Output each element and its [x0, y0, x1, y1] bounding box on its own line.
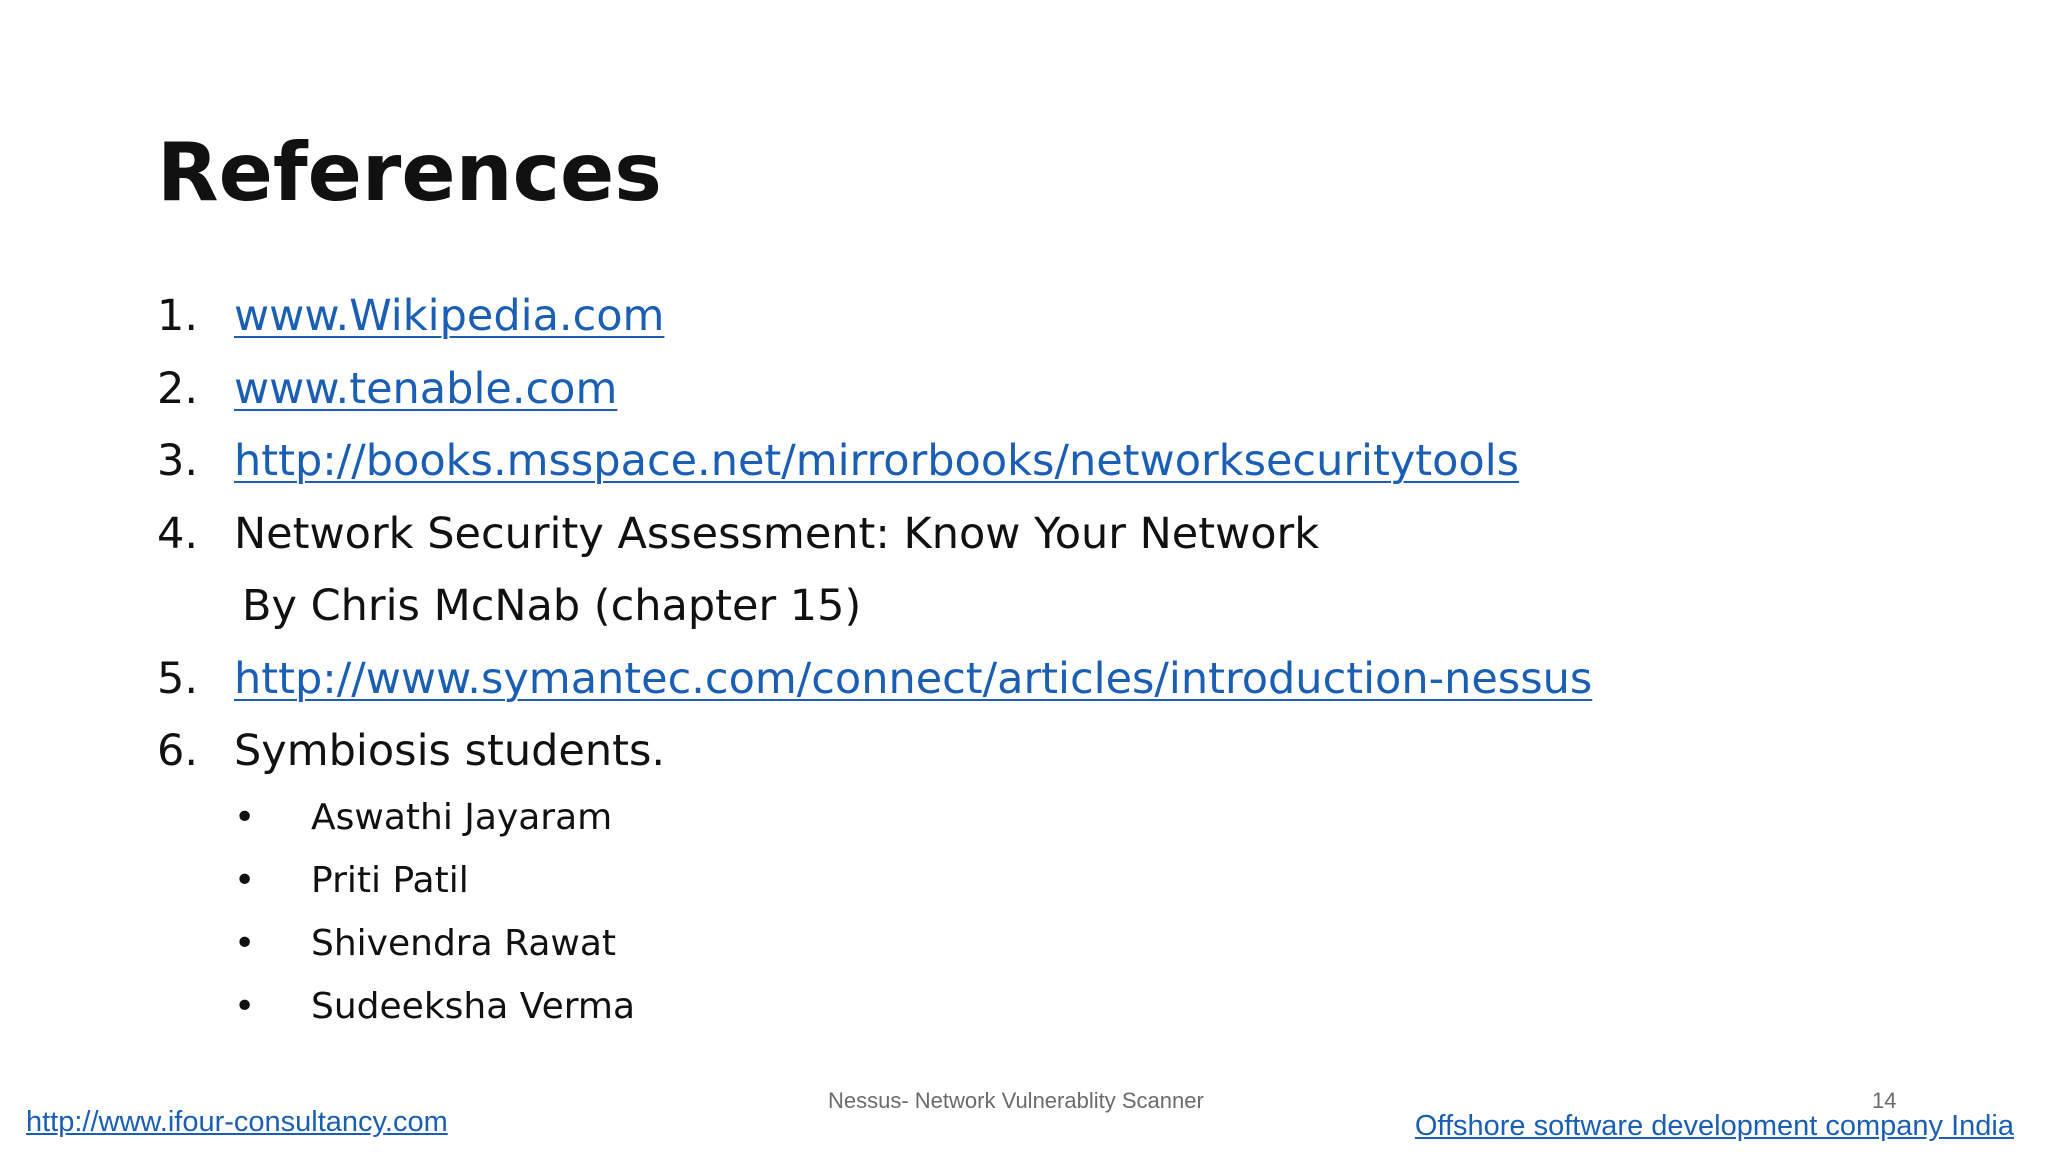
student-name: Priti Patil: [311, 860, 469, 901]
reference-item-4-continuation: [157, 570, 1857, 643]
page-number: 14: [1872, 1088, 1897, 1113]
bullet-icon: •: [234, 986, 256, 1027]
reference-link-msspace[interactable]: http://books.msspace.net/mirrorbooks/networksecuritytools: [234, 436, 1520, 486]
reference-link-wikipedia[interactable]: www.Wikipedia.com: [234, 291, 665, 341]
bullet-icon: •: [234, 860, 256, 901]
reference-number: 4.: [157, 508, 199, 559]
reference-number: 2.: [157, 363, 199, 414]
reference-list: [157, 280, 1857, 788]
reference-book-title: Network Security Assessment: Know Your Network: [234, 508, 1320, 559]
reference-number: 3.: [157, 436, 199, 486]
reference-link-symantec[interactable]: http://www.symantec.com/connect/articles/introduction-nessus: [234, 653, 1593, 704]
reference-book-author: By Chris McNab (chapter 15): [242, 581, 862, 631]
footer-title: Nessus- Network Vulnerablity Scanner: [828, 1088, 1204, 1113]
reference-number: 5.: [157, 653, 199, 704]
reference-item-2: [157, 353, 1857, 426]
bullet-icon: •: [234, 923, 256, 964]
footer-link-ifour[interactable]: http://www.ifour-consultancy.com: [26, 1106, 448, 1138]
reference-item-6: [157, 715, 1857, 788]
reference-students-heading: Symbiosis students.: [234, 726, 666, 776]
student-name: Shivendra Rawat: [311, 923, 616, 964]
footer-link-offshore[interactable]: Offshore software development company India: [1414, 1110, 2014, 1142]
bullet-icon: •: [234, 797, 256, 838]
reference-number: 1.: [157, 291, 199, 341]
student-name: Aswathi Jayaram: [311, 797, 613, 838]
reference-item-1: [157, 280, 1857, 353]
student-name: Sudeeksha Verma: [311, 986, 636, 1027]
reference-item-4: [157, 498, 1857, 571]
reference-item-3: [157, 425, 1857, 498]
reference-item-5: [157, 643, 1857, 716]
reference-number: 6.: [157, 726, 199, 776]
slide-title: References: [157, 126, 662, 219]
reference-link-tenable[interactable]: www.tenable.com: [234, 363, 618, 414]
